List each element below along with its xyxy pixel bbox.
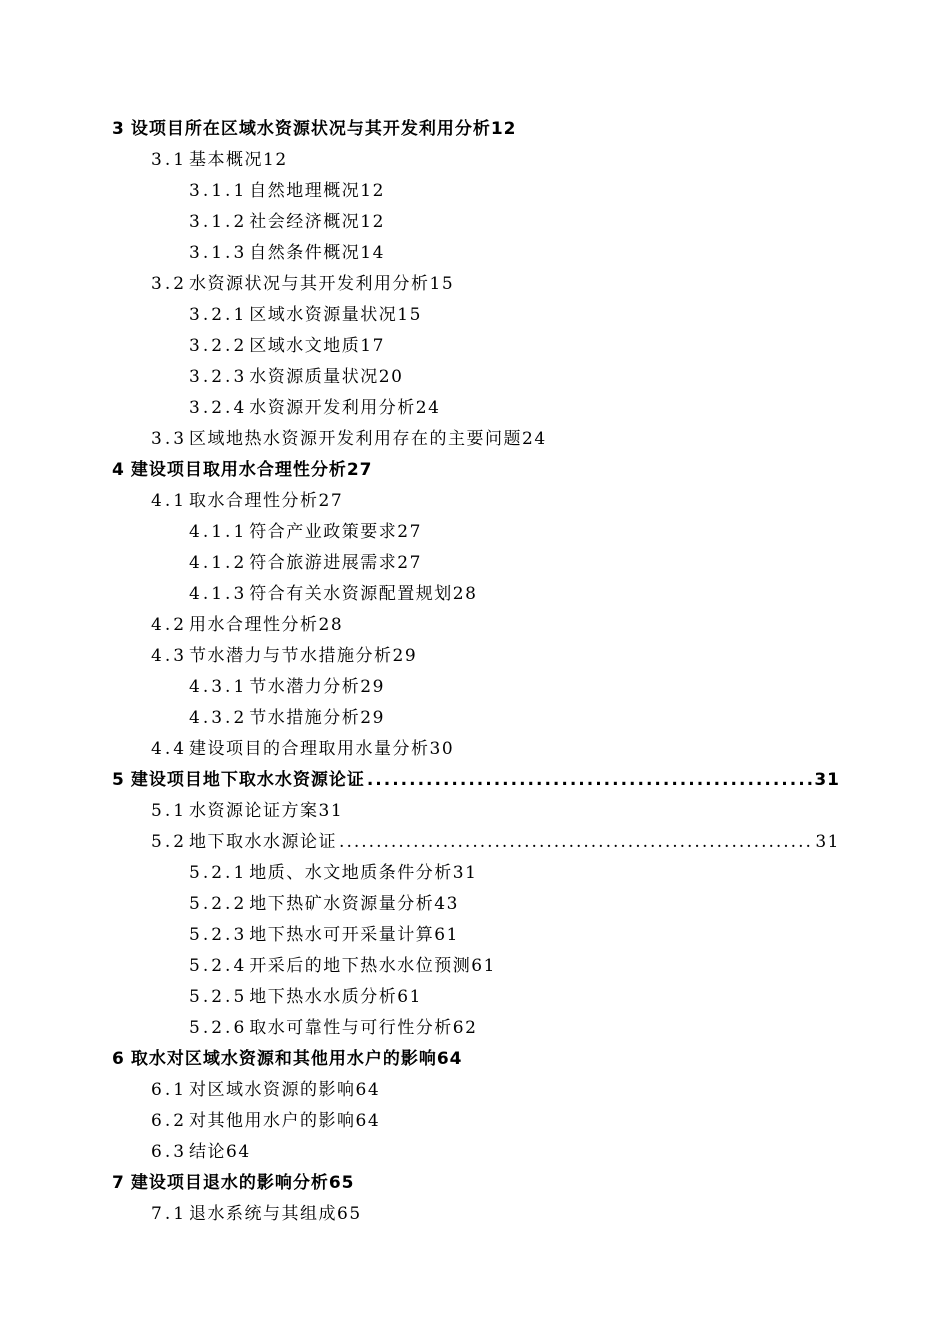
toc-entry-title: 自然地理概况 (249, 181, 361, 201)
toc-entry-number: 5.2 (151, 832, 188, 852)
toc-entry-number: 4.2 (151, 615, 188, 635)
toc-entry-level1[interactable] (112, 114, 840, 145)
table-of-contents (112, 114, 840, 1230)
toc-entry-title: 地下热矿水资源量分析 (249, 894, 435, 914)
toc-entry-level3[interactable] (112, 393, 840, 424)
toc-entry-number: 4 (112, 460, 125, 480)
toc-entry-page-number: 15 (397, 305, 422, 325)
toc-entry-page-number: 14 (360, 243, 385, 263)
toc-entry-title: 地下热水水质分析 (249, 987, 398, 1007)
toc-entry-level3[interactable] (112, 672, 840, 703)
toc-entry-page-number: 27 (318, 491, 344, 511)
toc-entry-page-number: 29 (392, 646, 418, 666)
toc-entry-title: 区域水资源量状况 (249, 305, 398, 325)
toc-entry-number: 3.2.1 (189, 305, 248, 325)
toc-entry-title: 建设项目退水的影响分析 (130, 1173, 329, 1193)
toc-entry-level3[interactable] (112, 176, 840, 207)
toc-entry-title: 开采后的地下热水水位预测 (249, 956, 472, 976)
toc-entry-level2[interactable] (112, 486, 840, 517)
toc-entry-level2[interactable] (112, 269, 840, 300)
toc-entry-number: 5.2.1 (189, 863, 248, 883)
toc-entry-number: 3.2.2 (189, 336, 248, 356)
toc-entry-page-number: 61 (471, 956, 496, 976)
toc-entry-number: 7.1 (151, 1204, 188, 1224)
toc-entry-title: 水资源状况与其开发利用分析 (189, 274, 430, 294)
toc-dot-leader (367, 765, 812, 796)
toc-entry-level2[interactable] (112, 1137, 840, 1168)
toc-entry-title: 地质、水文地质条件分析 (249, 863, 453, 883)
toc-entry-level3[interactable] (112, 362, 840, 393)
toc-entry-number: 3.2.4 (189, 398, 248, 418)
toc-entry-title: 退水系统与其组成 (189, 1204, 338, 1224)
toc-entry-number: 3.3 (151, 429, 188, 449)
toc-entry-page-number: 28 (318, 615, 344, 635)
toc-entry-level2[interactable] (112, 610, 840, 641)
toc-entry-page-number: 31 (452, 863, 478, 883)
toc-entry-page-number: 31 (318, 801, 344, 821)
toc-entry-number: 4.1 (151, 491, 188, 511)
toc-entry-title: 节水措施分析 (249, 708, 361, 728)
toc-entry-page-number: 27 (397, 553, 422, 573)
toc-entry-title: 水资源开发利用分析 (249, 398, 416, 418)
toc-entry-level3[interactable] (112, 1013, 840, 1044)
toc-entry-number: 4.1.1 (189, 522, 248, 542)
toc-entry-page-number: 27 (346, 460, 373, 480)
toc-entry-number: 7 (112, 1173, 125, 1193)
toc-entry-level2[interactable] (112, 641, 840, 672)
toc-entry-title: 水资源质量状况 (249, 367, 379, 387)
toc-entry-level3[interactable] (112, 982, 840, 1013)
toc-entry-page-number: 20 (378, 367, 404, 387)
toc-entry-title: 节水潜力与节水措施分析 (189, 646, 393, 666)
toc-entry-level3[interactable] (112, 951, 840, 982)
toc-entry-title: 符合产业政策要求 (249, 522, 398, 542)
toc-entry-page-number: 12 (263, 150, 288, 170)
toc-dot-leader (339, 827, 813, 858)
toc-entry-number: 4.4 (151, 739, 188, 759)
toc-entry-level3[interactable] (112, 703, 840, 734)
toc-entry-number: 5.1 (151, 801, 188, 821)
toc-entry-title: 社会经济概况 (249, 212, 361, 232)
toc-entry-level2[interactable] (112, 827, 840, 858)
toc-entry-number: 3.1 (151, 150, 188, 170)
toc-entry-title: 取水合理性分析 (189, 491, 319, 511)
toc-entry-number: 3.1.2 (189, 212, 248, 232)
toc-entry-level1[interactable] (112, 455, 840, 486)
toc-entry-level1[interactable] (112, 1168, 840, 1199)
toc-entry-number: 5.2.6 (189, 1018, 248, 1038)
toc-entry-title: 取水对区域水资源和其他用水户的影响 (130, 1049, 437, 1069)
toc-entry-level2[interactable] (112, 734, 840, 765)
toc-entry-level3[interactable] (112, 889, 840, 920)
toc-entry-number: 4.1.3 (189, 584, 248, 604)
toc-entry-level3[interactable] (112, 207, 840, 238)
toc-entry-page-number: 61 (434, 925, 459, 945)
toc-entry-page-number: 65 (328, 1173, 355, 1193)
toc-entry-page-number: 17 (360, 336, 385, 356)
toc-entry-title: 节水潜力分析 (249, 677, 361, 697)
toc-entry-number: 5.2.4 (189, 956, 248, 976)
toc-entry-number: 4.3 (151, 646, 188, 666)
toc-entry-title: 结论 (189, 1142, 227, 1162)
toc-entry-number: 6.1 (151, 1080, 188, 1100)
toc-entry-level3[interactable] (112, 548, 840, 579)
toc-entry-number: 4.3.2 (189, 708, 248, 728)
toc-entry-number: 5.2.3 (189, 925, 248, 945)
toc-entry-page-number: 64 (226, 1142, 251, 1162)
toc-entry-level2[interactable] (112, 796, 840, 827)
toc-entry-page-number: 24 (415, 398, 441, 418)
toc-entry-page-number: 15 (429, 274, 455, 294)
toc-entry-level2[interactable] (112, 424, 840, 455)
toc-entry-page-number: 12 (360, 212, 385, 232)
toc-entry-page-number: 29 (360, 677, 385, 697)
toc-entry-title: 区域水文地质 (249, 336, 361, 356)
toc-entry-title: 符合有关水资源配置规划 (249, 584, 453, 604)
toc-entry-number: 5.2.5 (189, 987, 248, 1007)
toc-entry-level3[interactable] (112, 300, 840, 331)
toc-entry-number: 4.3.1 (189, 677, 248, 697)
toc-entry-page-number: 12 (360, 181, 385, 201)
toc-entry-page-number: 28 (452, 584, 478, 604)
toc-entry-page-number: 27 (397, 522, 422, 542)
toc-entry-level3[interactable] (112, 517, 840, 548)
toc-entry-title: 对其他用水户的影响 (189, 1111, 356, 1131)
toc-entry-page-number: 12 (490, 119, 517, 139)
toc-entry-page-number: 30 (429, 739, 455, 759)
toc-entry-title: 水资源论证方案 (189, 801, 319, 821)
toc-entry-title: 建设项目的合理取用水量分析 (189, 739, 430, 759)
toc-entry-number: 3.1.1 (189, 181, 248, 201)
toc-entry-number: 5.2.2 (189, 894, 248, 914)
toc-entry-page-number: 64 (436, 1049, 463, 1069)
toc-entry-number: 3.1.3 (189, 243, 248, 263)
toc-entry-level3[interactable] (112, 920, 840, 951)
toc-entry-level3[interactable] (112, 331, 840, 362)
toc-entry-title: 设项目所在区域水资源状况与其开发利用分析 (130, 119, 491, 139)
toc-entry-title: 取水可靠性与可行性分析 (249, 1018, 453, 1038)
toc-entry-level2[interactable] (112, 1075, 840, 1106)
toc-entry-level1[interactable] (112, 765, 840, 796)
toc-entry-number: 6.2 (151, 1111, 188, 1131)
toc-entry-level1[interactable] (112, 1044, 840, 1075)
toc-entry-title: 对区域水资源的影响 (189, 1080, 356, 1100)
toc-entry-level2[interactable] (112, 1199, 840, 1230)
toc-entry-page-number: 64 (355, 1080, 381, 1100)
toc-entry-number: 6 (112, 1049, 125, 1069)
toc-entry-number: 3.2 (151, 274, 188, 294)
toc-entry-level2[interactable] (112, 1106, 840, 1137)
toc-entry-level3[interactable] (112, 238, 840, 269)
toc-entry-title: 地下热水可开采量计算 (249, 925, 435, 945)
toc-entry-page-number: 29 (360, 708, 385, 728)
toc-entry-title: 用水合理性分析 (189, 615, 319, 635)
toc-entry-level3[interactable] (112, 579, 840, 610)
toc-entry-page-number: 24 (522, 429, 547, 449)
toc-entry-number: 4.1.2 (189, 553, 248, 573)
toc-entry-title: 基本概况 (189, 150, 264, 170)
toc-entry-title: 建设项目地下取水水资源论证 (130, 770, 365, 790)
toc-entry-page-number: 65 (337, 1204, 362, 1224)
toc-entry-title: 建设项目取用水合理性分析 (130, 460, 347, 480)
toc-entry-page-number: 43 (434, 894, 459, 914)
toc-entry-title: 符合旅游进展需求 (249, 553, 398, 573)
toc-entry-number: 5 (112, 770, 125, 790)
toc-entry-page-number: 64 (355, 1111, 381, 1131)
toc-entry-title: 地下取水水源论证 (189, 832, 338, 852)
toc-entry-page-number: 62 (452, 1018, 478, 1038)
toc-entry-level3[interactable] (112, 858, 840, 889)
toc-entry-title: 区域地热水资源开发利用存在的主要问题 (189, 429, 523, 449)
toc-entry-page-number: 31 (815, 832, 840, 852)
toc-entry-level2[interactable] (112, 145, 840, 176)
toc-entry-title: 自然条件概况 (249, 243, 361, 263)
toc-entry-page-number: 31 (814, 770, 840, 790)
toc-entry-number: 3 (112, 119, 125, 139)
toc-entry-page-number: 61 (397, 987, 422, 1007)
toc-entry-number: 6.3 (151, 1142, 188, 1162)
toc-entry-number: 3.2.3 (189, 367, 248, 387)
